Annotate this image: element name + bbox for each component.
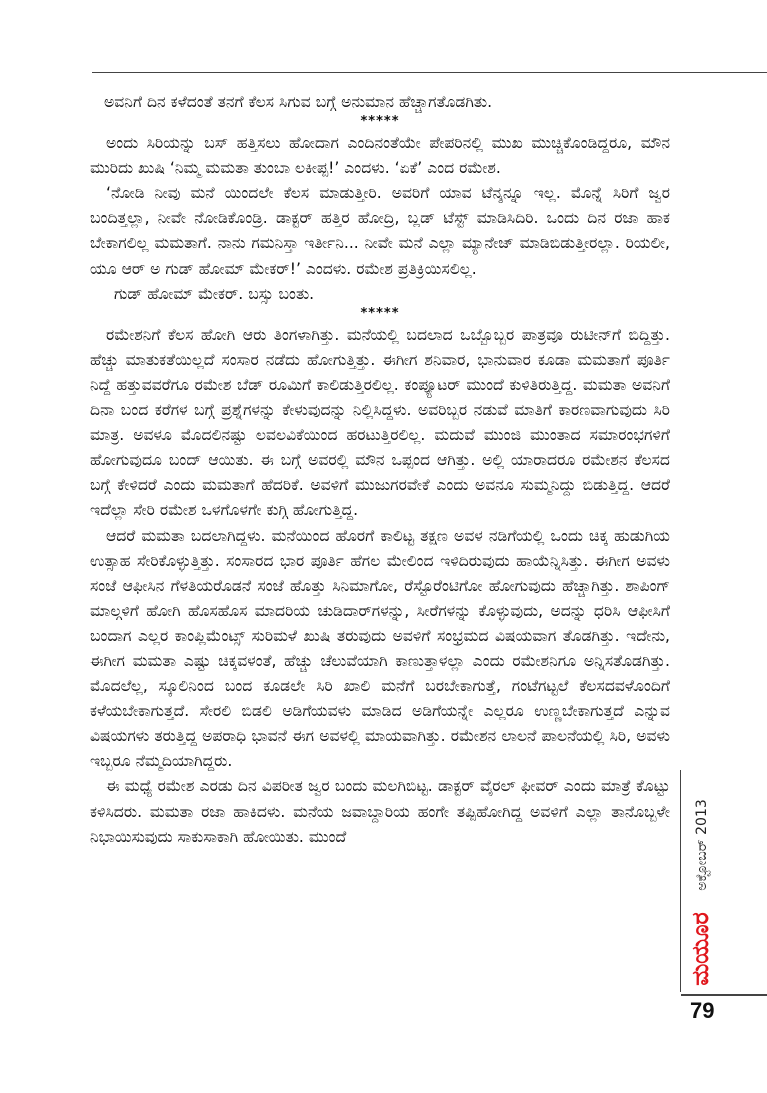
paragraph: ಅವನಿಗೆ ದಿನ ಕಳೆದಂತೆ ತನಗೆ ಕೆಲಸ ಸಿಗುವ ಬಗ್ಗೆ ಅನುಮಾನ ಹೆಚ್ಚಾಗತೊಡಗಿತು. [104,93,493,111]
footer-rule [681,994,767,996]
paragraph: ಗುಡ್ ಹೋಮ್ ಮೇಕರ್. ಬಸ್ಸು ಬಂತು. [114,284,315,303]
section-separator: ***** [360,114,400,130]
issue-date [690,775,714,915]
paragraph: ‘ನೋಡಿ ನೀವು ಮನೆ ಯಿಂದಲೇ ಕೆಲಸ ಮಾಡುತ್ತೀರಿ. ಅವರಿಗೆ ಯಾವ ಟೆನ್ಶನ್ನೂ ಇಲ್ಲ. ಮೊನ್ನೆ ಸಿರಿಗೆ ಜ್ವರ ಬಂದಿತ್ತಲ್ಲಾ, ನೀವೇ ನೋಡಿಕೊಂಡ್ರಿ. ಡಾಕ್ಟರ್ ಹತ್ತಿರ ಹೋದ್ರಿ, ಬ್ಲಡ್ ಟೆಸ್ಟ್ ಮಾಡಿಸಿದಿರಿ. ಒಂದು ದಿನ ರಜಾ ಹಾಕ ಬೇಕಾಗಲಿಲ್ಲ ಮಮತಾಗೆ. ನಾನು ಗಮನಿಸ್ತಾ ಇರ್ತೀನಿ... ನೀವೇ ಮನೆ ಎಲ್ಲಾ ಮ್ಯಾನೇಜ್ ಮಾಡಿಬಿಡುತ್ತೀರಲ್ಲಾ. ರಿಯಲೀ, ಯೂ ಆರ್ ಅ ಗುಡ್ ಹೋಮ್ ಮೇಕರ್!’ ಎಂದಳು. ರಮೇಶ ಪ್ರತಿಕ್ರಿಯಿಸಲಿಲ್ಲ. [90,184,670,278]
magazine-logo-text: ಮಯೂರ [688,912,714,986]
header-rule [92,72,767,73]
paragraph: ಆದರೆ ಮಮತಾ ಬದಲಾಗಿದ್ದಳು. ಮನೆಯಿಂದ ಹೊರಗೆ ಕಾಲಿಟ್ಟ ತಕ್ಷಣ ಅವಳ ನಡಿಗೆಯಲ್ಲಿ ಒಂದು ಚಿಕ್ಕ ಹುಡುಗಿಯ ಉತ್ಸಾಹ ಸೇರಿಕೊಳ್ಳುತ್ತಿತ್ತು. ಸಂಸಾರದ ಭಾರ ಪೂರ್ತಿ ಹೆಗಲ ಮೇಲಿಂದ ಇಳಿದಿರುವುದು ಹಾಯೆನ್ನಿಸಿತ್ತು. ಈಗೀಗ ಅವಳು ಸಂಜೆ ಆಫೀಸಿನ ಗೆಳತಿಯರೊಡನೆ ಸಂಜೆ ಹೊತ್ತು ಸಿನಿಮಾಗೋ, ರೆಸ್ಟೊರೆಂಟಿಗೋ ಹೋಗುವುದು ಹೆಚ್ಚಾಗಿತ್ತು. ಶಾಪಿಂಗ್ ಮಾಲ್ಗಳಿಗೆ ಹೋಗಿ ಹೊಸಹೊಸ ಮಾದರಿಯ ಚುಡಿದಾರ್‌ಗಳನ್ನು, ಸೀರೆಗಳನ್ನು ಕೊಳ್ಳುವುದು, ಅದನ್ನು ಧರಿಸಿ ಆಫೀಸಿಗೆ ಬಂದಾಗ ಎಲ್ಲರ ಕಾಂಪ್ಲಿಮೆಂಟ್ಸ್ ಸುರಿಮಳೆ ಖುಷಿ ತರುವುದು ಅವಳಿಗೆ ಸಂಭ್ರಮದ ವಿಷಯವಾಗ ತೊಡಗಿತ್ತು. ಇದೇನು, ಈಗೀಗ ಮಮತಾ ಎಷ್ಟು ಚಿಕ್ಕವಳಂತೆ, ಹೆಚ್ಚು ಚೆಲುವೆಯಾಗಿ ಕಾಣುತ್ತಾಳಲ್ಲಾ ಎಂದು ರಮೇಶನಿಗೂ ಅನ್ನಿಸತೊಡಗಿತ್ತು. ಮೊದಲೆಲ್ಲ, ಸ್ಕೂಲಿನಿಂದ ಬಂದ ಕೂಡಲೇ ಸಿರಿ ಖಾಲಿ ಮನೆಗೆ ಬರಬೇಕಾಗುತ್ತೆ, ಗಂಟೆಗಟ್ಟಲೆ ಕೆಲಸದವಳೊಂದಿಗೆ ಕಳೆಯಬೇಕಾಗುತ್ತದೆ. ಸೇರಲಿ ಬಿಡಲಿ ಅಡಿಗೆಯವಳು ಮಾಡಿದ ಅಡಿಗೆಯನ್ನೇ ಎಲ್ಲರೂ ಉಣ್ಣಬೇಕಾಗುತ್ತದೆ ಎನ್ನುವ ವಿಷಯಗಳು ತರುತ್ತಿದ್ದ ಅಪರಾಧಿ ಭಾವನೆ ಈಗ ಅವಳಲ್ಲಿ ಮಾಯವಾಗಿತ್ತು. ರಮೇಶನ ಲಾಲನೆ ಪಾಲನೆಯಲ್ಲಿ ಸಿರಿ, ಅವಳು ಇಬ್ಬರೂ ನೆಮ್ಮದಿಯಾಗಿದ್ದರು. [90,526,670,771]
issue-date-text: ಅಕ್ಟೋಬರ್ 2013 [694,799,710,891]
magazine-logo [688,912,714,986]
paragraph: ಅಂದು ಸಿರಿಯನ್ನು ಬಸ್ ಹತ್ತಿಸಲು ಹೋದಾಗ ಎಂದಿನಂತೆಯೇ ಪೇಪರಿನಲ್ಲಿ ಮುಖ ಮುಚ್ಚಿಕೊಂಡಿದ್ದರೂ, ಮೌನ ಮುರಿದು ಖುಷಿ ‘ನಿಮ್ಮ ಮಮತಾ ತುಂಬಾ ಲಕೀಪ್ಪ!’ ಎಂದಳು. ‘ಏಕೆ’ ಎಂದ ರಮೇಶ. [90,134,670,178]
page-number: 79 [690,998,715,1023]
section-separator: ***** [360,305,400,321]
article-body [90,90,670,850]
paragraph: ರಮೇಶನಿಗೆ ಕೆಲಸ ಹೋಗಿ ಆರು ತಿಂಗಳಾಗಿತ್ತು. ಮನೆಯಲ್ಲಿ ಬದಲಾದ ಒಬ್ಬೊಬ್ಬರ ಪಾತ್ರವೂ ರುಟೀನ್‌ಗೆ ಬಿದ್ದಿತ್ತು. ಹೆಚ್ಚು ಮಾತುಕತೆಯಿಲ್ಲದೆ ಸಂಸಾರ ನಡೆದು ಹೋಗುತ್ತಿತ್ತು. ಈಗೀಗ ಶನಿವಾರ, ಭಾನುವಾರ ಕೂಡಾ ಮಮತಾಗೆ ಪೂರ್ತಿ ನಿದ್ದೆ ಹತ್ತುವವರೆಗೂ ರಮೇಶ ಬೆಡ್ ರೂಮಿಗೆ ಕಾಲಿಡುತ್ತಿರಲಿಲ್ಲ. ಕಂಪ್ಯೂಟರ್ ಮುಂದೆ ಕುಳಿತಿರುತ್ತಿದ್ದ. ಮಮತಾ ಅವನಿಗೆ ದಿನಾ ಬಂದ ಕರೆಗಳ ಬಗ್ಗೆ ಪ್ರಶ್ನೆಗಳನ್ನು ಕೇಳುವುದನ್ನು ನಿಲ್ಲಿಸಿದ್ದಳು. ಅವರಿಬ್ಬರ ನಡುವೆ ಮಾತಿಗೆ ಕಾರಣವಾಗುವುದು ಸಿರಿ ಮಾತ್ರ. ಅವಳೂ ಮೊದಲಿನಷ್ಟು ಲವಲವಿಕೆಯಿಂದ ಹರಟುತ್ತಿರಲಿಲ್ಲ. ಮದುವೆ ಮುಂಜಿ ಮುಂತಾದ ಸಮಾರಂಭಗಳಿಗೆ ಹೋಗುವುದೂ ಬಂದ್ ಆಯಿತು. ಈ ಬಗ್ಗೆ ಅವರಲ್ಲಿ ಮೌನ ಒಪ್ಪಂದ ಆಗಿತ್ತು. ಅಲ್ಲಿ ಯಾರಾದರೂ ರಮೇಶನ ಕೆಲಸದ ಬಗ್ಗೆ ಕೇಳಿದರೆ ಎಂದು ಮಮತಾಗೆ ಹೆದರಿಕೆ. ಅವಳಿಗೆ ಮುಜುಗರವೇಕೆ ಎಂದು ಅವನೂ ಸುಮ್ಮನಿದ್ದು ಬಿಡುತ್ತಿದ್ದ. ಆದರೆ ಇದೆಲ್ಲಾ ಸೇರಿ ರಮೇಶ ಒಳಗೊಳಗೇ ಕುಗ್ಗಿ ಹೋಗುತ್ತಿದ್ದ. [90,325,670,520]
paragraph: ಈ ಮಧ್ಯೆ ರಮೇಶ ಎರಡು ದಿನ ವಿಪರೀತ ಜ್ವರ ಬಂದು ಮಲಗಿಬಿಟ್ಟ. ಡಾಕ್ಟರ್ ವೈರಲ್ ಫೀವರ್ ಎಂದು ಮಾತ್ರೆ ಕೊಟ್ಟು ಕಳಿಸಿದರು. ಮಮತಾ ರಜಾ ಹಾಕಿದಳು. ಮನೆಯ ಜವಾಬ್ದಾರಿಯ ಹಂಗೇ ತಪ್ಪಿಹೋಗಿದ್ದ ಅವಳಿಗೆ ಎಲ್ಲಾ ತಾನೊಬ್ಬಳೇ ನಿಭಾಯಿಸುವುದು ಸಾಕುಸಾಕಾಗಿ ಹೋಯಿತು. ಮುಂದೆ [90,777,670,846]
